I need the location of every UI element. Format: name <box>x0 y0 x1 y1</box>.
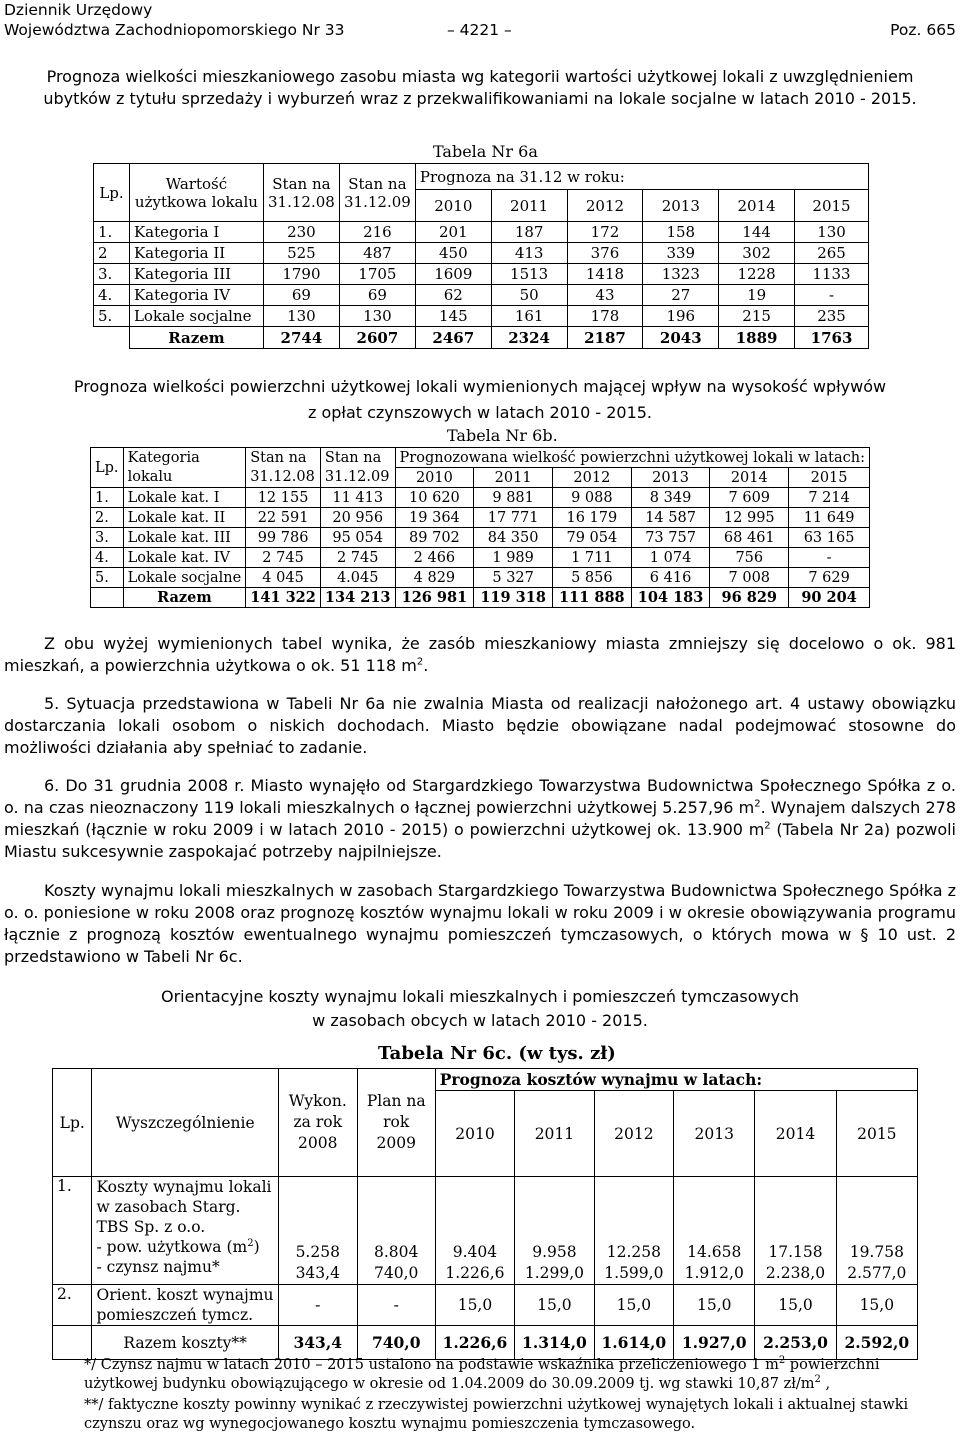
rent-value: 2.238,0 <box>765 1264 826 1282</box>
page-header <box>4 0 956 40</box>
table-cell: 12 155 <box>246 488 321 508</box>
table-cell: 130 <box>795 222 869 243</box>
table-cell: 27 <box>643 285 719 306</box>
superscript: 2 <box>416 656 424 668</box>
header-stan-09: Stan na 31.12.09 <box>339 164 415 222</box>
row-sub-rent: - czynsz najmu* <box>96 1258 220 1276</box>
cell <box>435 1177 514 1285</box>
year-header: 2013 <box>631 468 710 488</box>
year-header: 2014 <box>710 468 789 488</box>
header-category: Kategoria lokalu <box>123 448 246 488</box>
table-cell: 10 620 <box>395 488 474 508</box>
paragraph-costs: Koszty wynajmu lokali mieszkalnych w zasobach Stargardzkiego Towarzystwa Budownictwa Społecznego Spółka z o. o. poniesione w roku 2008 oraz prognozę kosztów wynajmu lokali w roku 2009 i w okresie obowiązywania programu łącznie z prognozą kosztów ewentualnego wynajmu pomieszczeń tymczasowych, o których mowa w § 10 ust. 2 przedstawiono w Tabeli Nr 6c. <box>4 881 956 966</box>
year-header: 2012 <box>567 190 643 222</box>
total-cell: 1889 <box>719 327 795 349</box>
table-cell: 7 008 <box>710 568 789 588</box>
table-cell: 20 956 <box>320 508 395 528</box>
table-cell: 215 <box>719 306 795 327</box>
year-header: 2012 <box>552 468 631 488</box>
table-cell: 1418 <box>567 264 643 285</box>
header-stan-08: Stan na 31.12.08 <box>246 448 321 488</box>
table-cell: 7 629 <box>789 568 870 588</box>
area-value: 12.258 <box>606 1243 661 1261</box>
table-cell: 1 074 <box>631 548 710 568</box>
row-lp: 2. <box>53 1285 92 1326</box>
table-row <box>91 568 870 588</box>
position-number: Poz. 665 <box>890 21 956 39</box>
total-cell: 96 829 <box>710 588 789 608</box>
table-cell: 130 <box>263 306 339 327</box>
year-header: 2014 <box>755 1091 836 1177</box>
table-cell: 756 <box>710 548 789 568</box>
table-cell: 22 591 <box>246 508 321 528</box>
table-cell: 230 <box>263 222 339 243</box>
year-header: 2013 <box>674 1091 755 1177</box>
table-cell: 19 <box>719 285 795 306</box>
table-row <box>94 285 869 306</box>
table-cell: 95 054 <box>320 528 395 548</box>
cell <box>674 1177 755 1285</box>
year-header: 2011 <box>474 468 553 488</box>
row-name: Kategoria IV <box>129 285 263 306</box>
table-cell: 158 <box>643 222 719 243</box>
footnote-1-a: */ Czynsz najmu w latach 2010 – 2015 ustalono na podstawie wskaźnika przeliczeniowego 1 m <box>84 1357 779 1373</box>
table-cell: 144 <box>719 222 795 243</box>
cell <box>278 1177 357 1285</box>
table-6a <box>93 163 869 349</box>
table-cell: 7 214 <box>789 488 870 508</box>
year-header: 2015 <box>789 468 870 488</box>
table-cell: 525 <box>263 243 339 264</box>
row-lp: 1. <box>53 1177 92 1285</box>
row-name: Lokale kat. IV <box>123 548 246 568</box>
total-cell: 1.314,0 <box>515 1326 594 1360</box>
rent-value: 2.577,0 <box>847 1264 907 1282</box>
superscript: 2 <box>754 798 761 810</box>
paragraph-6 <box>4 775 956 863</box>
table-cell: 5 856 <box>552 568 631 588</box>
total-cell: 104 183 <box>631 588 710 608</box>
area-value: 19.758 <box>849 1243 904 1261</box>
table-row <box>91 528 870 548</box>
total-cell: 2.592,0 <box>836 1326 917 1360</box>
table-6b <box>90 447 870 608</box>
table-cell: 187 <box>491 222 567 243</box>
table-cell: 339 <box>643 243 719 264</box>
rent-value: 1.599,0 <box>604 1264 664 1282</box>
table-cell: 1323 <box>643 264 719 285</box>
table-cell: 196 <box>643 306 719 327</box>
table-cell: 1 711 <box>552 548 631 568</box>
table-cell: 4 829 <box>395 568 474 588</box>
table-6c <box>52 1068 918 1360</box>
footnote-1-b: powierzchni użytkowej budynku obowiązującego w okresie od 1.04.2009 do 30.09.2009 tj. wg stawki 10,87 zł/m <box>84 1357 880 1392</box>
rent-value: 343,4 <box>295 1264 340 1282</box>
table-cell: 2 745 <box>320 548 395 568</box>
table-row <box>91 508 870 528</box>
table-cell: 43 <box>567 285 643 306</box>
superscript: 2 <box>814 1374 821 1386</box>
row-lp: 3. <box>91 528 124 548</box>
paragraph-summary <box>4 633 956 677</box>
table-6c-title: Tabela Nr 6c. (w tys. zł) <box>378 1043 616 1064</box>
table-cell: 450 <box>415 243 491 264</box>
year-header: 2010 <box>435 1091 514 1177</box>
table-cell: 12 995 <box>710 508 789 528</box>
row-sub-area-end: ) <box>253 1238 260 1256</box>
cell: - <box>357 1285 435 1326</box>
row-lp: 2 <box>94 243 130 264</box>
table-cell: 130 <box>339 306 415 327</box>
journal-name: Dziennik Urzędowy <box>4 1 153 19</box>
table-cell: 487 <box>339 243 415 264</box>
row-name: Lokale kat. II <box>123 508 246 528</box>
table-cell: 161 <box>491 306 567 327</box>
total-label: Razem koszty** <box>92 1326 278 1360</box>
table-cell: 6 416 <box>631 568 710 588</box>
cell <box>755 1177 836 1285</box>
row-sub-area: - pow. użytkowa (m <box>96 1238 248 1256</box>
cell: 15,0 <box>594 1285 673 1326</box>
intro-table-6c-line1: Orientacyjne koszty wynajmu lokali mieszkalnych i pomieszczeń tymczasowych <box>160 987 800 1006</box>
header-stan-08: Stan na 31.12.08 <box>263 164 339 222</box>
total-cell: 2744 <box>263 327 339 349</box>
total-cell: 90 204 <box>789 588 870 608</box>
table-cell: 50 <box>491 285 567 306</box>
summary-end: . <box>423 656 429 675</box>
table-cell: 376 <box>567 243 643 264</box>
table-cell: 11 413 <box>320 488 395 508</box>
area-value: 5.258 <box>295 1243 340 1261</box>
table-cell: 2 745 <box>246 548 321 568</box>
table-cell: 99 786 <box>246 528 321 548</box>
table-cell: 14 587 <box>631 508 710 528</box>
paragraph-5: 5. Sytuacja przedstawiona w Tabeli Nr 6a nie zwalnia Miasta od realizacji nałożonego art. 4 ustawy obowiązku dostarczania lokali osobom o niskich dochodach. Miasto będzie obowiązane nadal podejmować stosowne do możliwości działania aby spełniać to zadanie. <box>4 694 956 757</box>
table-cell: 16 179 <box>552 508 631 528</box>
row-lp: 1. <box>94 222 130 243</box>
table-cell: 1 989 <box>474 548 553 568</box>
table-cell: 19 364 <box>395 508 474 528</box>
table-6b-title: Tabela Nr 6b. <box>447 426 558 445</box>
table-cell: 62 <box>415 285 491 306</box>
cell <box>515 1177 594 1285</box>
year-header: 2010 <box>395 468 474 488</box>
row-name: Kategoria I <box>129 222 263 243</box>
total-cell: 1763 <box>795 327 869 349</box>
table-cell: 89 702 <box>395 528 474 548</box>
table-cell: 1609 <box>415 264 491 285</box>
table-cell: 5 327 <box>474 568 553 588</box>
table-row <box>94 306 869 327</box>
row-lp: 5. <box>94 306 130 327</box>
table-row <box>94 264 869 285</box>
table-cell: 145 <box>415 306 491 327</box>
year-header: 2014 <box>719 190 795 222</box>
header-wykon: Wykon. za rok 2008 <box>278 1069 357 1177</box>
row-name: Kategoria II <box>129 243 263 264</box>
total-cell: 1.614,0 <box>594 1326 673 1360</box>
table-cell: 84 350 <box>474 528 553 548</box>
table-cell: 4 045 <box>246 568 321 588</box>
cell: 15,0 <box>435 1285 514 1326</box>
table-6a-title: Tabela Nr 6a <box>433 142 538 161</box>
total-cell: 126 981 <box>395 588 474 608</box>
table-cell: 201 <box>415 222 491 243</box>
row-name: Lokale kat. III <box>123 528 246 548</box>
total-cell: 141 322 <box>246 588 321 608</box>
superscript: 2 <box>778 1355 786 1367</box>
header-value: Wartość użytkowa lokalu <box>129 164 263 222</box>
intro-table-6b-line1: Prognoza wielkości powierzchni użytkowej lokali wymienionych mającej wpływ na wysokość wpływów <box>73 377 887 396</box>
header-prognosis: Prognoza na 31.12 w roku: <box>415 164 868 190</box>
total-cell: 740,0 <box>357 1326 435 1360</box>
row-lp: 1. <box>91 488 124 508</box>
paragraph-6-c: (Tabela Nr 2a) pozwoli Miastu sukcesywnie zaspokajać potrzeby najpilniejsze. <box>4 820 956 861</box>
footnote-1-c: , <box>820 1376 831 1392</box>
table-cell: 4.045 <box>320 568 395 588</box>
summary-text: Z obu wyżej wymienionych tabel wynika, że zasób mieszkaniowy miasta zmniejszy się docelowo o ok. 981 mieszkań, a powierzchnia użytkowa o ok. 51 118 m <box>4 634 956 675</box>
table-row <box>94 222 869 243</box>
header-prognosis: Prognoza kosztów wynajmu w latach: <box>435 1069 917 1091</box>
total-cell: 119 318 <box>474 588 553 608</box>
cell <box>836 1177 917 1285</box>
header-stan-09: Stan na 31.12.09 <box>320 448 395 488</box>
row-name: Lokale kat. I <box>123 488 246 508</box>
row-name: Lokale socjalne <box>123 568 246 588</box>
header-lp: Lp. <box>94 164 130 222</box>
total-label: Razem <box>123 588 246 608</box>
table-cell: 2 466 <box>395 548 474 568</box>
row-lp: 4. <box>91 548 124 568</box>
table-cell: 17 771 <box>474 508 553 528</box>
table-cell: 178 <box>567 306 643 327</box>
area-value: 9.404 <box>452 1243 498 1261</box>
year-header: 2013 <box>643 190 719 222</box>
table-row <box>91 488 870 508</box>
year-header: 2011 <box>515 1091 594 1177</box>
year-header: 2015 <box>836 1091 917 1177</box>
rent-value: 1.912,0 <box>684 1264 744 1282</box>
total-cell: 2607 <box>339 327 415 349</box>
area-value: 17.158 <box>768 1243 823 1261</box>
cell <box>357 1177 435 1285</box>
area-value: 14.658 <box>687 1243 742 1261</box>
table-cell: 11 649 <box>789 508 870 528</box>
intro-table-6b-line2: z opłat czynszowych w latach 2010 - 2015. <box>307 403 653 422</box>
row-description: Orient. koszt wynajmu pomieszczeń tymcz. <box>92 1285 278 1326</box>
cell: 15,0 <box>755 1285 836 1326</box>
row-lp: 3. <box>94 264 130 285</box>
table-cell: 68 461 <box>710 528 789 548</box>
table-cell: 235 <box>795 306 869 327</box>
table-cell: - <box>795 285 869 306</box>
total-cell: 2043 <box>643 327 719 349</box>
cell: 15,0 <box>674 1285 755 1326</box>
rent-value: 740,0 <box>374 1264 419 1282</box>
total-cell: 343,4 <box>278 1326 357 1360</box>
area-value: 8.804 <box>374 1243 419 1261</box>
superscript: 2 <box>764 820 771 832</box>
row-description <box>92 1177 278 1285</box>
table-cell: 1228 <box>719 264 795 285</box>
year-header: 2010 <box>415 190 491 222</box>
paragraph-6-b: . Wynajem dalszych 278 mieszkań (łącznie w roku 2009 i w latach 2010 - 2015) o powierzchni użytkowej ok. 13.900 m <box>4 798 956 839</box>
row-name: Kategoria III <box>129 264 263 285</box>
total-cell: 111 888 <box>552 588 631 608</box>
table-cell: 69 <box>339 285 415 306</box>
header-plan: Plan na rok 2009 <box>357 1069 435 1177</box>
table-row <box>91 548 870 568</box>
cell <box>594 1177 673 1285</box>
year-header: 2011 <box>491 190 567 222</box>
footnote-1 <box>84 1356 914 1394</box>
rent-value: 1.299,0 <box>524 1264 584 1282</box>
table-cell: 216 <box>339 222 415 243</box>
intro-table-6a: Prognoza wielkości mieszkaniowego zasobu miasta wg kategorii wartości użytkowej lokali z uwzględnieniem ubytków z tytułu sprzedaży i wyburzeń wraz z przekwalifikowaniami na lokale socjalne w latach 2010 - 2015. <box>43 67 917 108</box>
page-number: – 4221 – <box>447 21 512 39</box>
cell: - <box>278 1285 357 1326</box>
year-header: 2012 <box>594 1091 673 1177</box>
total-cell: 2.253,0 <box>755 1326 836 1360</box>
table-cell: 63 165 <box>789 528 870 548</box>
table-cell: - <box>789 548 870 568</box>
header-description: Wyszczególnienie <box>92 1069 278 1177</box>
cell: 15,0 <box>515 1285 594 1326</box>
row-lp: 4. <box>94 285 130 306</box>
table-cell: 302 <box>719 243 795 264</box>
rent-value: 1.226,6 <box>445 1264 505 1282</box>
row-lp: 5. <box>91 568 124 588</box>
journal-region: Województwa Zachodniopomorskiego Nr 33 <box>4 21 345 39</box>
table-cell: 1705 <box>339 264 415 285</box>
table-cell: 8 349 <box>631 488 710 508</box>
row-name: Koszty wynajmu lokali w zasobach Starg. TBS Sp. z o.o. <box>96 1178 272 1236</box>
header-lp: Lp. <box>53 1069 92 1177</box>
header-prognosis: Prognozowana wielkość powierzchni użytkowej lokali w latach: <box>395 448 869 468</box>
intro-table-6c-line2: w zasobach obcych w latach 2010 - 2015. <box>312 1011 648 1030</box>
table-cell: 79 054 <box>552 528 631 548</box>
cell: 15,0 <box>836 1285 917 1326</box>
table-cell: 73 757 <box>631 528 710 548</box>
table-cell: 1790 <box>263 264 339 285</box>
row-lp: 2. <box>91 508 124 528</box>
total-cell: 1.226,6 <box>435 1326 514 1360</box>
year-header: 2015 <box>795 190 869 222</box>
header-lp: Lp. <box>91 448 124 488</box>
total-cell: 2187 <box>567 327 643 349</box>
table-cell: 1513 <box>491 264 567 285</box>
total-label: Razem <box>129 327 263 349</box>
table-cell: 9 088 <box>552 488 631 508</box>
row-name: Lokale socjalne <box>129 306 263 327</box>
footnote-2: **/ faktyczne koszty powinny wynikać z rzeczywistej powierzchni użytkowej wynajętych lokali i aktualnej stawki czynszu oraz wg wynegocjowanego kosztu wynajmu pomieszczenia tymczasowego. <box>84 1397 909 1432</box>
total-cell: 2467 <box>415 327 491 349</box>
total-cell: 2324 <box>491 327 567 349</box>
area-value: 9.958 <box>532 1243 577 1261</box>
table-cell: 9 881 <box>474 488 553 508</box>
total-cell: 1.927,0 <box>674 1326 755 1360</box>
table-cell: 265 <box>795 243 869 264</box>
table-row <box>94 243 869 264</box>
superscript: 2 <box>247 1237 254 1249</box>
table-cell: 172 <box>567 222 643 243</box>
paragraph-6-a: 6. Do 31 grudnia 2008 r. Miasto wynajęło od Stargardzkiego Towarzystwa Budownictwa Społecznego Spółka z o. o. na czas nieoznaczony 119 lokali mieszkalnych o łącznej powierzchni użytkowej 5.257,96 m <box>4 776 956 817</box>
total-cell: 134 213 <box>320 588 395 608</box>
table-cell: 413 <box>491 243 567 264</box>
table-cell: 7 609 <box>710 488 789 508</box>
table-cell: 1133 <box>795 264 869 285</box>
table-cell: 69 <box>263 285 339 306</box>
